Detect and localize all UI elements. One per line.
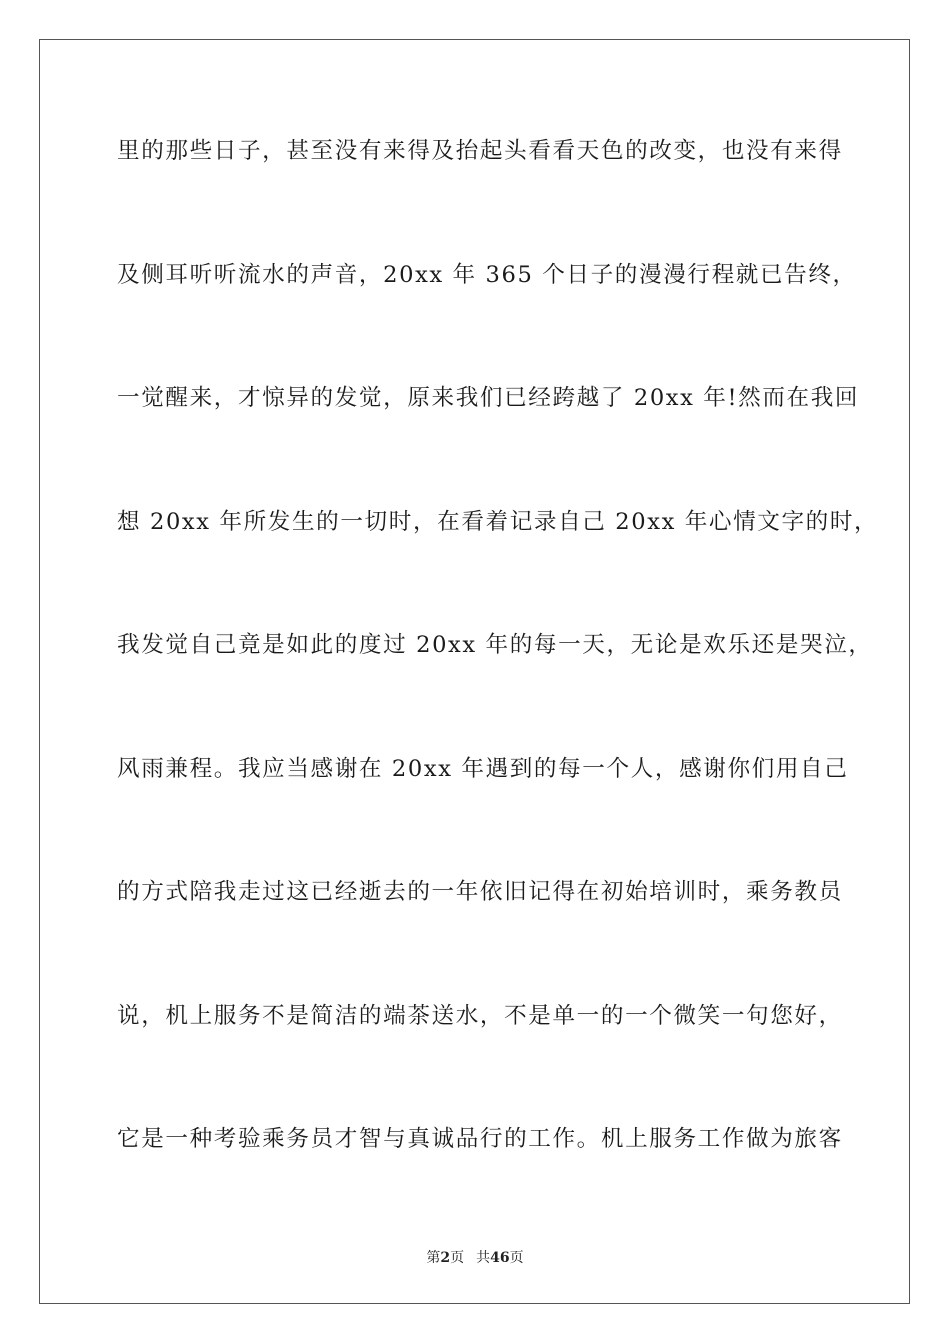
text-line: 里的那些日子，甚至没有来得及抬起头看看天色的改变，也没有来得 (117, 138, 843, 164)
document-body (117, 131, 879, 1243)
text-line: 我发觉自己竟是如此的度过 20xx 年的每一天，无论是欢乐还是哭泣， (117, 632, 873, 658)
text-line: 一觉醒来，才惊异的发觉，原来我们已经跨越了 20xx 年!然而在我回 (117, 385, 860, 411)
page-number: 2 (440, 1250, 451, 1266)
text-line: 想 20xx 年所发生的一切时，在看着记录自己 20xx 年心情文字的时， (117, 508, 879, 535)
page-suffix: 页 (450, 1250, 465, 1266)
text-line: 风雨兼程。我应当感谢在 20xx 年遇到的每一个人，感谢你们用自己 (117, 755, 849, 782)
text-line: 它是一种考验乘务员才智与真诚品行的工作。机上服务工作做为旅客 (117, 1126, 843, 1152)
total-suffix: 页 (509, 1250, 524, 1266)
total-pages: 46 (490, 1250, 510, 1266)
page-prefix: 第 (426, 1250, 441, 1266)
total-pages-label (476, 1250, 523, 1266)
text-line: 说，机上服务不是简洁的端茶送水，不是单一的一个微笑一句您好， (117, 1002, 843, 1029)
text-line: 及侧耳听听流水的声音，20xx 年 365 个日子的漫漫行程就已告终， (117, 261, 857, 288)
page-number-label (426, 1250, 464, 1266)
text-line: 的方式陪我走过这已经逝去的一年依旧记得在初始培训时，乘务教员 (117, 879, 843, 905)
page-footer (0, 1248, 950, 1268)
total-prefix: 共 (476, 1250, 491, 1266)
